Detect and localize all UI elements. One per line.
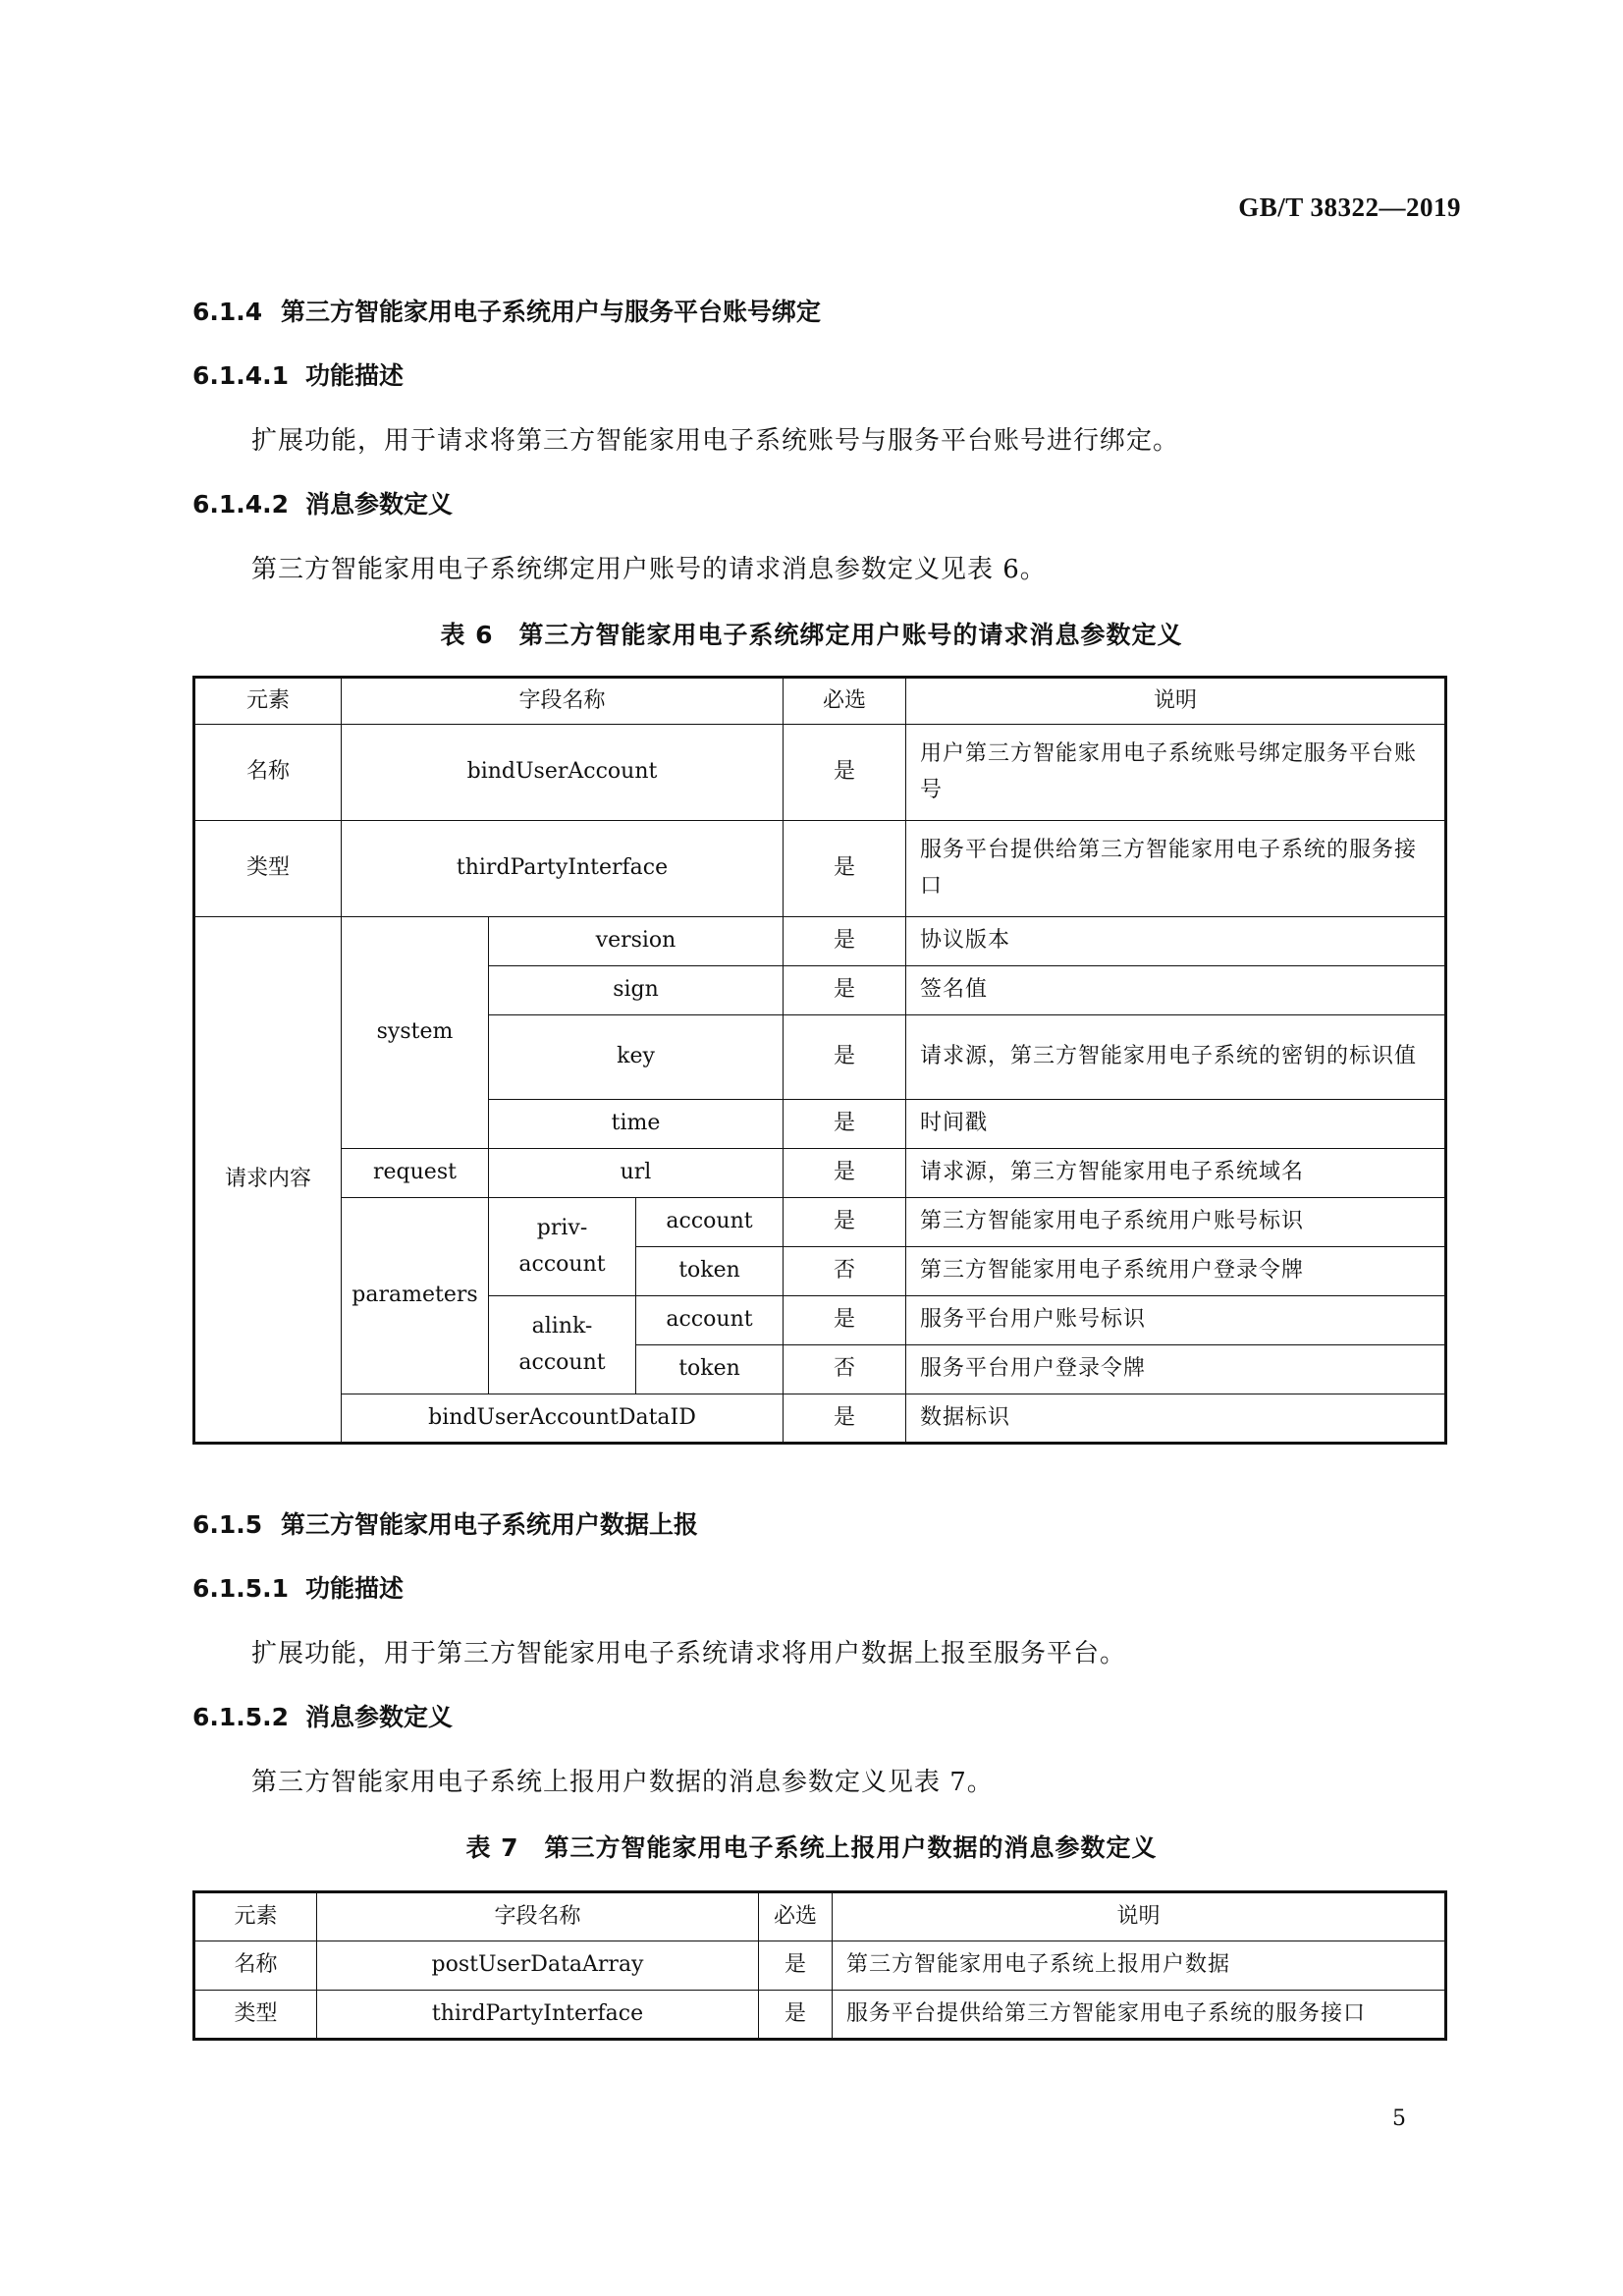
paragraph: 第三方智能家用电子系统绑定用户账号的请求消息参数定义见表 6。 bbox=[251, 555, 1047, 584]
element-cell: 类型 bbox=[194, 821, 342, 917]
subgroup-cell: alink-account bbox=[489, 1296, 636, 1394]
section-heading-6-1-5 bbox=[192, 1505, 698, 1541]
required-cell: 否 bbox=[784, 1247, 906, 1296]
required-cell: 是 bbox=[784, 1015, 906, 1100]
paragraph: 扩展功能，用于第三方智能家用电子系统请求将用户数据上报至服务平台。 bbox=[251, 1639, 1127, 1668]
required-cell: 是 bbox=[759, 1991, 833, 2040]
description-cell: 服务平台用户账号标识 bbox=[906, 1296, 1446, 1345]
description-cell: 用户第三方智能家用电子系统账号绑定服务平台账号 bbox=[906, 725, 1446, 821]
section-title: 功能描述 bbox=[305, 361, 405, 390]
required-cell: 是 bbox=[784, 1100, 906, 1149]
description-cell: 服务平台用户登录令牌 bbox=[906, 1345, 1446, 1394]
table-row bbox=[194, 917, 1446, 966]
table-caption: 表 7 第三方智能家用电子系统上报用户数据的消息参数定义 bbox=[465, 1833, 1158, 1862]
section-title: 消息参数定义 bbox=[305, 490, 454, 519]
field-cell: account bbox=[636, 1296, 784, 1345]
header-description: 说明 bbox=[906, 678, 1446, 725]
description-cell: 签名值 bbox=[906, 966, 1446, 1015]
element-cell: 类型 bbox=[194, 1991, 317, 2040]
description-cell: 数据标识 bbox=[906, 1394, 1446, 1444]
table-row bbox=[194, 821, 1446, 917]
header-field: 字段名称 bbox=[317, 1892, 759, 1941]
table-row bbox=[194, 1198, 1446, 1247]
table-row bbox=[194, 1991, 1446, 2040]
section-heading-6-1-4-1 bbox=[192, 356, 404, 392]
table-row bbox=[194, 1149, 1446, 1198]
field-cell: sign bbox=[489, 966, 784, 1015]
element-cell: 请求内容 bbox=[194, 917, 342, 1444]
required-cell: 是 bbox=[784, 1198, 906, 1247]
header-field: 字段名称 bbox=[342, 678, 784, 725]
field-cell: thirdPartyInterface bbox=[342, 821, 784, 917]
description-cell: 服务平台提供给第三方智能家用电子系统的服务接口 bbox=[906, 821, 1446, 917]
required-cell: 是 bbox=[784, 725, 906, 821]
required-cell: 是 bbox=[784, 917, 906, 966]
description-cell: 请求源，第三方智能家用电子系统的密钥的标识值 bbox=[906, 1015, 1446, 1100]
field-cell: time bbox=[489, 1100, 784, 1149]
required-cell: 是 bbox=[784, 821, 906, 917]
required-cell: 是 bbox=[784, 966, 906, 1015]
required-cell: 是 bbox=[784, 1296, 906, 1345]
header-element: 元素 bbox=[194, 678, 342, 725]
section-heading-6-1-5-1 bbox=[192, 1569, 404, 1605]
header-required: 必选 bbox=[784, 678, 906, 725]
table-row bbox=[194, 725, 1446, 821]
section-heading-6-1-4 bbox=[192, 293, 821, 328]
paragraph: 扩展功能，用于请求将第三方智能家用电子系统账号与服务平台账号进行绑定。 bbox=[251, 426, 1180, 456]
group-cell: parameters bbox=[342, 1198, 489, 1394]
table-row bbox=[194, 1941, 1446, 1991]
table-header-row bbox=[194, 1892, 1446, 1941]
field-cell: thirdPartyInterface bbox=[317, 1991, 759, 2040]
field-cell: postUserDataArray bbox=[317, 1941, 759, 1991]
header-description: 说明 bbox=[833, 1892, 1446, 1941]
section-title: 第三方智能家用电子系统用户与服务平台账号绑定 bbox=[281, 298, 822, 326]
section-number: 6.1.5.2 bbox=[192, 1703, 290, 1731]
element-cell: 名称 bbox=[194, 725, 342, 821]
header-element: 元素 bbox=[194, 1892, 317, 1941]
description-cell: 第三方智能家用电子系统用户登录令牌 bbox=[906, 1247, 1446, 1296]
required-cell: 是 bbox=[784, 1394, 906, 1444]
field-cell: account bbox=[636, 1198, 784, 1247]
required-cell: 是 bbox=[759, 1941, 833, 1991]
header-required: 必选 bbox=[759, 1892, 833, 1941]
required-cell: 否 bbox=[784, 1345, 906, 1394]
paragraph: 第三方智能家用电子系统上报用户数据的消息参数定义见表 7。 bbox=[251, 1768, 994, 1797]
section-title: 第三方智能家用电子系统用户数据上报 bbox=[281, 1510, 699, 1539]
table-7 bbox=[192, 1890, 1447, 2041]
element-cell: 名称 bbox=[194, 1941, 317, 1991]
description-cell: 时间戳 bbox=[906, 1100, 1446, 1149]
page-number: 5 bbox=[1392, 2106, 1406, 2131]
group-cell: system bbox=[342, 917, 489, 1149]
section-heading-6-1-5-2 bbox=[192, 1698, 453, 1733]
field-cell: bindUserAccountDataID bbox=[342, 1394, 784, 1444]
field-cell: url bbox=[489, 1149, 784, 1198]
table-caption: 表 6 第三方智能家用电子系统绑定用户账号的请求消息参数定义 bbox=[440, 621, 1183, 649]
field-cell: key bbox=[489, 1015, 784, 1100]
table-6 bbox=[192, 676, 1447, 1445]
standard-code: GB/T 38322—2019 bbox=[1238, 192, 1461, 222]
subgroup-cell: priv-account bbox=[489, 1198, 636, 1296]
description-cell: 服务平台提供给第三方智能家用电子系统的服务接口 bbox=[833, 1991, 1446, 2040]
section-number: 6.1.4.2 bbox=[192, 490, 290, 519]
section-title: 消息参数定义 bbox=[305, 1703, 454, 1731]
required-cell: 是 bbox=[784, 1149, 906, 1198]
field-cell: version bbox=[489, 917, 784, 966]
description-cell: 第三方智能家用电子系统上报用户数据 bbox=[833, 1941, 1446, 1991]
section-number: 6.1.5.1 bbox=[192, 1574, 290, 1603]
table-header-row bbox=[194, 678, 1446, 725]
field-cell: token bbox=[636, 1247, 784, 1296]
description-cell: 协议版本 bbox=[906, 917, 1446, 966]
group-cell: request bbox=[342, 1149, 489, 1198]
section-number: 6.1.5 bbox=[192, 1510, 263, 1539]
table-row bbox=[194, 1394, 1446, 1444]
section-number: 6.1.4 bbox=[192, 298, 263, 326]
field-cell: bindUserAccount bbox=[342, 725, 784, 821]
section-title: 功能描述 bbox=[305, 1574, 405, 1603]
section-heading-6-1-4-2 bbox=[192, 485, 453, 520]
field-cell: token bbox=[636, 1345, 784, 1394]
description-cell: 第三方智能家用电子系统用户账号标识 bbox=[906, 1198, 1446, 1247]
section-number: 6.1.4.1 bbox=[192, 361, 290, 390]
description-cell: 请求源，第三方智能家用电子系统域名 bbox=[906, 1149, 1446, 1198]
